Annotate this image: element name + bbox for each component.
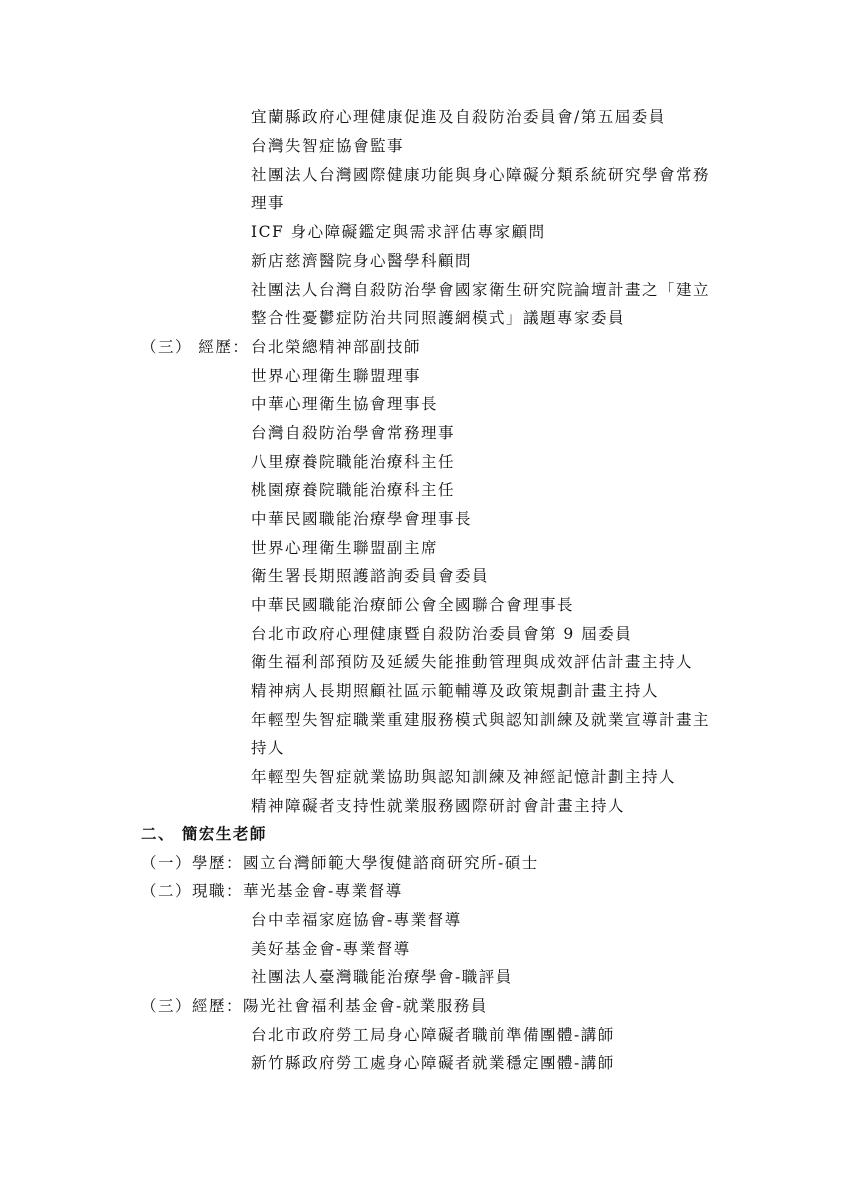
experience2-row (141, 996, 488, 1016)
experience-item: 年輕型失智症就業協助與認知訓練及神經記憶計劃主持人 (251, 768, 677, 786)
experience-item: 精神病人長期照顧社區示範輔導及政策規劃計畫主持人 (251, 682, 660, 700)
experience-item: 精神障礙者支持性就業服務國際研討會計畫主持人 (251, 797, 626, 815)
experience-item: 衛生福利部預防及延緩失能推動管理與成效評估計畫主持人 (251, 653, 694, 671)
current-item: 美好基金會-專業督導 (251, 940, 411, 958)
education-label: （一）學歷： (141, 854, 244, 872)
experience-item: 八里療養院職能治療科主任 (251, 453, 456, 471)
current-item: 社團法人臺灣職能治療學會-職評員 (251, 968, 513, 986)
section-heading: 二、 簡宏生老師 (141, 825, 267, 843)
experience-label: （三） 經歷： (141, 338, 250, 356)
current-label: （二）現職： (141, 882, 244, 900)
text-line: 社團法人台灣自殺防治學會國家衛生研究院論壇計畫之「建立 (251, 281, 711, 299)
text-line: 新店慈濟醫院身心醫學科顧問 (251, 252, 473, 270)
experience-item: 桃園療養院職能治療科主任 (251, 481, 456, 499)
experience-item: 台北市政府心理健康暨自殺防治委員會第 9 屆委員 (251, 625, 633, 643)
experience-item: 台灣自殺防治學會常務理事 (251, 424, 456, 442)
text-line: 理事 (251, 194, 286, 212)
current-row (141, 881, 403, 901)
experience-item: 持人 (251, 739, 286, 757)
experience-row (141, 337, 421, 357)
education-row (141, 853, 539, 873)
experience2-item: 陽光社會福利基金會-就業服務員 (243, 997, 488, 1015)
text-line: 社團法人台灣國際健康功能與身心障礙分類系統研究學會常務 (251, 166, 711, 184)
experience-item: 中華心理衛生協會理事長 (251, 395, 439, 413)
text-line: 台灣失智症協會監事 (251, 137, 405, 155)
experience-item: 中華民國職能治療師公會全國聯合會理事長 (251, 596, 575, 614)
education-value: 國立台灣師範大學復健諮商研究所-碩士 (243, 854, 539, 872)
text-line: ICF 身心障礙鑑定與需求評估專家顧問 (251, 223, 546, 241)
experience-item: 衛生署長期照護諮詢委員會委員 (251, 567, 490, 585)
current-item: 華光基金會-專業督導 (243, 882, 403, 900)
experience2-item: 新竹縣政府勞工處身心障礙者就業穩定團體-講師 (251, 1054, 615, 1072)
experience-item: 中華民國職能治療學會理事長 (251, 510, 473, 528)
current-item: 台中幸福家庭協會-專業督導 (251, 911, 462, 929)
text-line: 宜蘭縣政府心理健康促進及自殺防治委員會/第五屆委員 (251, 108, 666, 126)
experience-item: 台北榮總精神部副技師 (251, 338, 422, 356)
experience-item: 年輕型失智症職業重建服務模式與認知訓練及就業宣導計畫主 (251, 711, 711, 729)
experience-item: 世界心理衛生聯盟副主席 (251, 539, 439, 557)
experience2-item: 台北市政府勞工局身心障礙者職前準備團體-講師 (251, 1026, 615, 1044)
experience-item: 世界心理衛生聯盟理事 (251, 367, 422, 385)
experience2-label: （三）經歷： (141, 997, 244, 1015)
text-line: 整合性憂鬱症防治共同照護網模式」議題專家委員 (251, 309, 626, 327)
